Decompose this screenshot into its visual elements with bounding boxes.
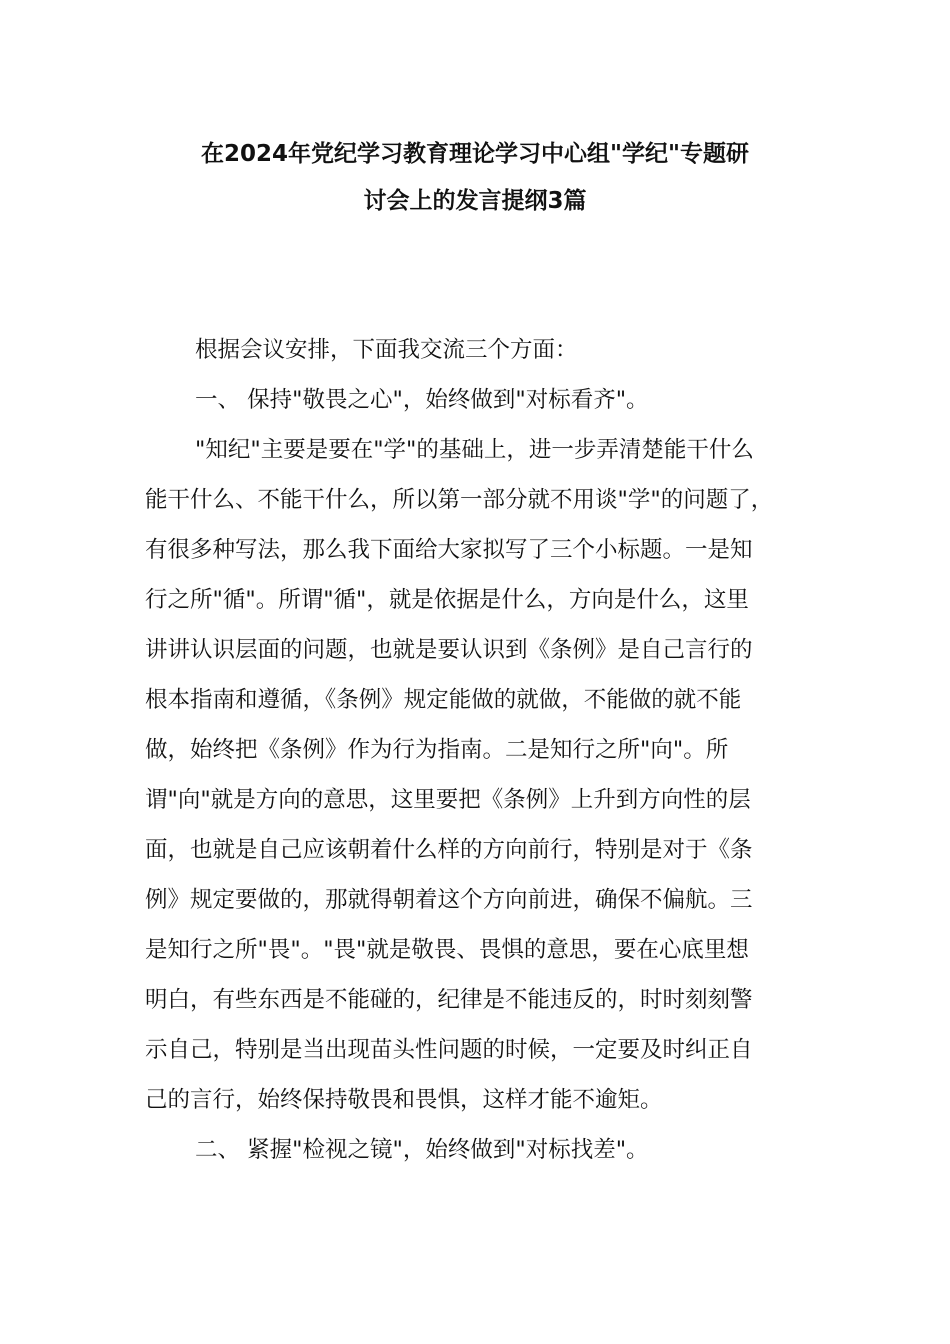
paragraph-line: 有很多种写法，那么我下面给大家拟写了三个小标题。一是知	[145, 537, 753, 563]
paragraph-line: 明白，有些东西是不能碰的，纪律是不能违反的，时时刻刻警	[145, 987, 753, 1013]
document-body	[145, 335, 825, 1185]
paragraph-line: 能干什么、不能干什么，所以第一部分就不用谈"学"的问题了，	[145, 487, 774, 513]
document-title-line-2: 讨会上的发言提纲3篇	[363, 188, 587, 214]
paragraph-line: "知纪"主要是要在"学"的基础上，进一步弄清楚能干什么	[195, 437, 754, 463]
paragraph-line: 谓"向"就是方向的意思，这里要把《条例》上升到方向性的层	[145, 787, 751, 813]
paragraph-line: 做，始终把《条例》作为行为指南。二是知行之所"向"。所	[145, 737, 729, 763]
paragraph-line: 讲讲认识层面的问题，也就是要认识到《条例》是自己言行的	[145, 637, 753, 663]
paragraph-line: 面，也就是自己应该朝着什么样的方向前行，特别是对于《条	[145, 837, 753, 863]
paragraph-line: 是知行之所"畏"。"畏"就是敬畏、畏惧的意思，要在心底里想	[145, 937, 749, 963]
paragraph-line: 示自己，特别是当出现苗头性问题的时候，一定要及时纠正自	[145, 1037, 753, 1063]
section-heading-1: 一、 保持"敬畏之心"，始终做到"对标看齐"。	[195, 387, 649, 413]
section-heading-2: 二、 紧握"检视之镜"，始终做到"对标找差"。	[195, 1137, 649, 1163]
intro-paragraph: 根据会议安排，下面我交流三个方面：	[195, 337, 578, 363]
paragraph-line: 行之所"循"。所谓"循"，就是依据是什么，方向是什么，这里	[145, 587, 749, 613]
paragraph-line: 根本指南和遵循，《条例》规定能做的就做，不能做的就不能	[145, 687, 742, 713]
document-title-line-1: 在2024年党纪学习教育理论学习中心组"学纪"专题研	[201, 141, 749, 167]
paragraph-line: 例》规定要做的，那就得朝着这个方向前进，确保不偏航。三	[145, 887, 753, 913]
paragraph-line: 己的言行，始终保持敬畏和畏惧，这样才能不逾矩。	[145, 1087, 663, 1113]
